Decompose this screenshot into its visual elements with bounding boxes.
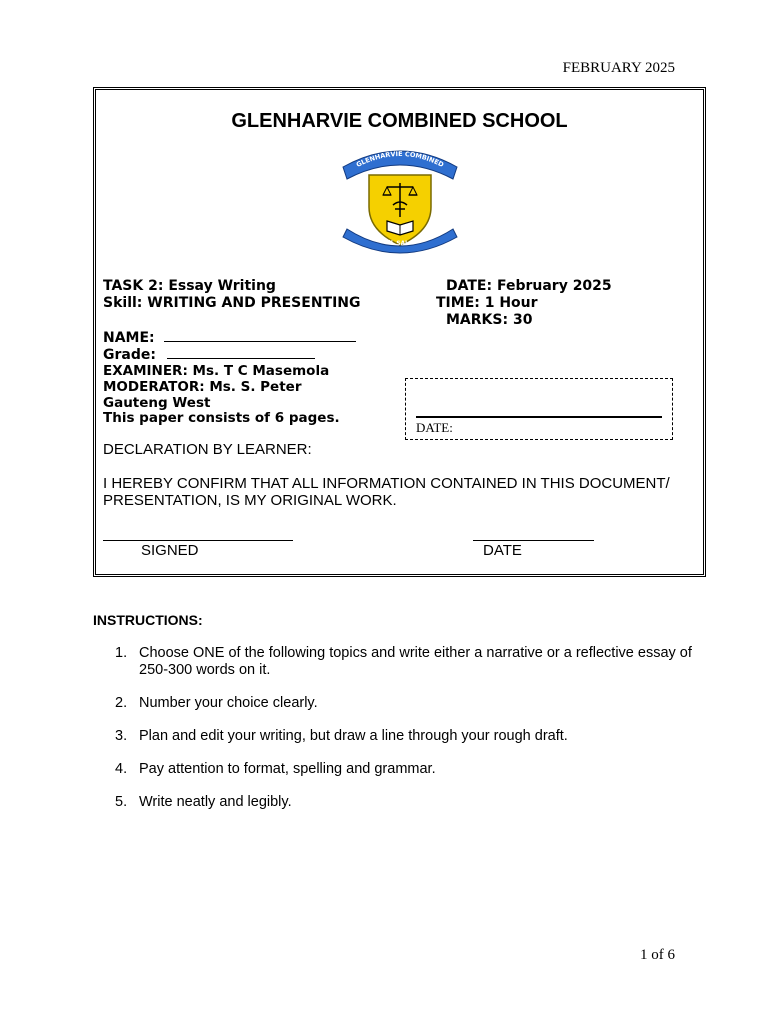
instructions-heading: INSTRUCTIONS: [93,612,203,628]
page-number: 1 of 6 [640,947,675,963]
instructions-list [93,645,693,827]
instruction-text: Write neatly and legibly. [139,794,292,810]
learner-date-line[interactable] [473,540,594,541]
exam-date: DATE: February 2025 [446,278,612,294]
date-box-label: DATE: [416,420,453,435]
crest-icon [341,145,459,257]
instruction-number: 4. [115,761,128,777]
district-label: Gauteng West [103,395,211,411]
name-label: NAME: [103,330,155,346]
examiner-label: EXAMINER: Ms. T C Masemola [103,363,330,379]
moderator-label: MODERATOR: Ms. S. Peter [103,379,302,395]
instruction-number: 1. [115,645,128,661]
signature-date-box[interactable] [405,378,673,440]
cover-box [93,87,706,577]
name-line [164,329,356,342]
skill-label: Skill: WRITING AND PRESENTING [103,295,361,311]
learner-signature-line[interactable] [103,540,293,541]
exam-time: TIME: 1 Hour [436,295,538,311]
task-label: TASK 2: Essay Writing [103,278,276,294]
school-name: GLENHARVIE COMBINED SCHOOL [231,110,568,132]
grade-label: Grade: [103,347,156,363]
instruction-item [93,794,693,811]
pages-note: This paper consists of 6 pages. [103,410,340,426]
date-label: DATE [483,542,522,559]
instruction-text: Plan and edit your writing, but draw a line through your rough draft. [139,728,568,744]
name-field[interactable] [103,329,356,346]
instruction-item [93,728,693,745]
signature-line [416,416,662,418]
grade-line [167,346,315,359]
instruction-item [93,761,693,778]
instruction-number: 3. [115,728,128,744]
school-crest [341,145,459,257]
declaration-heading: DECLARATION BY LEARNER: [103,441,312,458]
instruction-number: 2. [115,695,128,711]
crest-banner-bottom: WIE WIL SAL SLAAG [366,233,434,248]
instruction-text: Choose ONE of the following topics and write either a narrative or a reflective essay of 250-300 words on it. [139,645,692,678]
instruction-text: Number your choice clearly. [139,695,318,711]
signed-label: SIGNED [141,542,199,559]
instruction-item [93,645,693,679]
instruction-item [93,695,693,712]
exam-marks: MARKS: 30 [446,312,533,328]
declaration-line-2: PRESENTATION, IS MY ORIGINAL WORK. [103,492,397,509]
declaration-line-1: I HEREBY CONFIRM THAT ALL INFORMATION CONTAINED IN THIS DOCUMENT/ [103,475,670,492]
instruction-number: 5. [115,794,128,810]
instruction-text: Pay attention to format, spelling and grammar. [139,761,436,777]
header-date: FEBRUARY 2025 [562,60,675,76]
grade-field[interactable] [103,346,315,363]
crest-banner-top: GLENHARVIE COMBINED [354,149,446,169]
